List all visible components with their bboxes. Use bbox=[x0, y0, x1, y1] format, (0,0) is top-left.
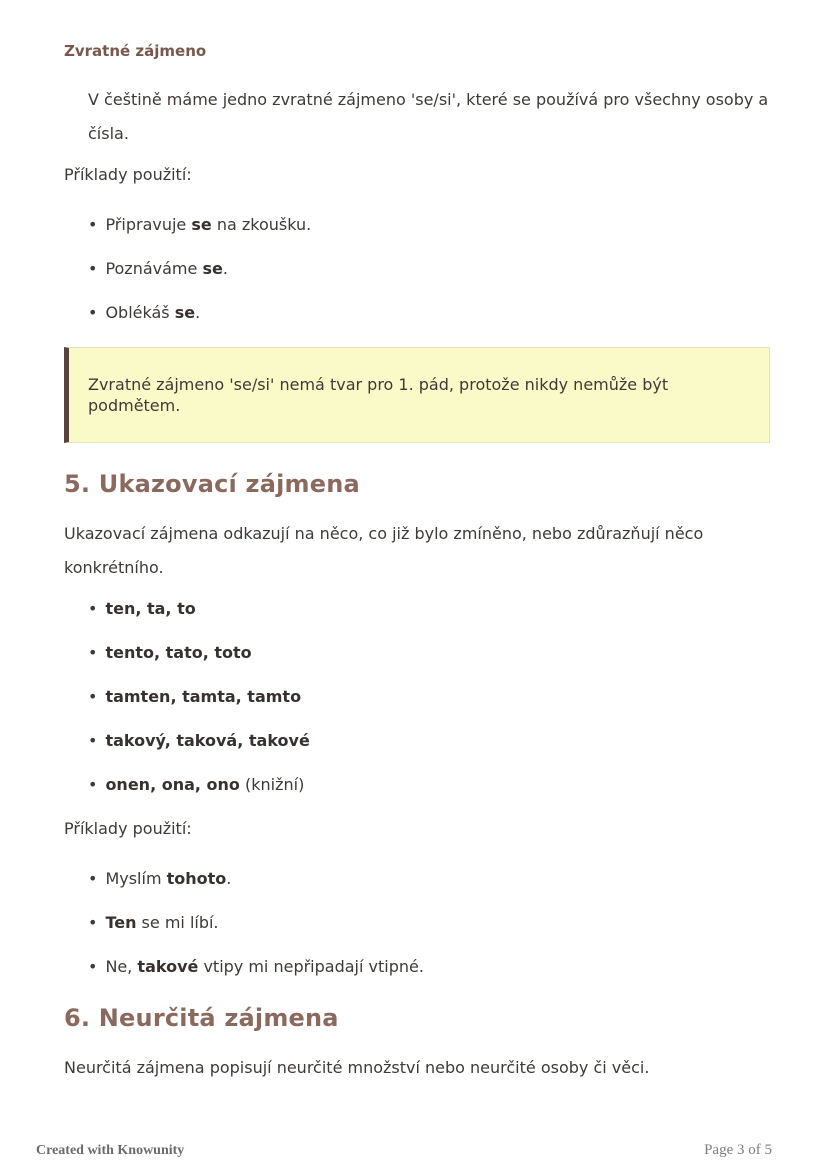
section-heading-indefinite: 6. Neurčitá zájmena bbox=[64, 1004, 339, 1032]
list-item: • tento, tato, toto bbox=[88, 643, 770, 663]
list-item: • Myslím tohoto. bbox=[88, 869, 770, 889]
list-item: • tamten, tamta, tamto bbox=[88, 687, 770, 707]
list-item: • Poznáváme se. bbox=[88, 259, 770, 279]
page-number-label: Page 3 of 5 bbox=[704, 1142, 772, 1158]
demonstrative-items-list bbox=[88, 599, 770, 795]
list-item: • ten, ta, to bbox=[88, 599, 770, 619]
demonstrative-examples-label: Příklady použití: bbox=[64, 819, 192, 838]
list-item: • takový, taková, takové bbox=[88, 731, 770, 751]
demonstrative-examples-list bbox=[88, 869, 770, 977]
indefinite-intro-paragraph: Neurčitá zájmena popisují neurčité množství nebo neurčité osoby či věci. bbox=[64, 1058, 650, 1077]
callout-note-box bbox=[64, 347, 770, 443]
reflexive-examples-label: Příklady použití: bbox=[64, 165, 192, 184]
list-item: • Ten se mi líbí. bbox=[88, 913, 770, 933]
callout-note-text: Zvratné zájmeno 'se/si' nemá tvar pro 1. pád, protože nikdy nemůže být podmětem. bbox=[88, 375, 669, 415]
list-item: • Ne, takové vtipy mi nepřipadají vtipné. bbox=[88, 957, 770, 977]
section-heading-demonstrative: 5. Ukazovací zájmena bbox=[64, 470, 360, 498]
list-item: • Připravuje se na zkoušku. bbox=[88, 215, 770, 235]
list-item: • onen, ona, ono (knižní) bbox=[88, 775, 770, 795]
subsection-heading-reflexive: Zvratné zájmeno bbox=[64, 42, 207, 60]
created-with-label: Created with Knowunity bbox=[36, 1143, 185, 1158]
reflexive-examples-list bbox=[88, 215, 770, 323]
list-item: • Oblékáš se. bbox=[88, 303, 770, 323]
demonstrative-intro-paragraph: Ukazovací zájmena odkazují na něco, co již bylo zmíněno, nebo zdůrazňují něco konkrétního. bbox=[64, 524, 704, 577]
reflexive-intro-paragraph: V češtině máme jedno zvratné zájmeno 'se/si', které se používá pro všechny osoby a čísla. bbox=[88, 90, 769, 143]
page-footer bbox=[0, 1141, 828, 1159]
